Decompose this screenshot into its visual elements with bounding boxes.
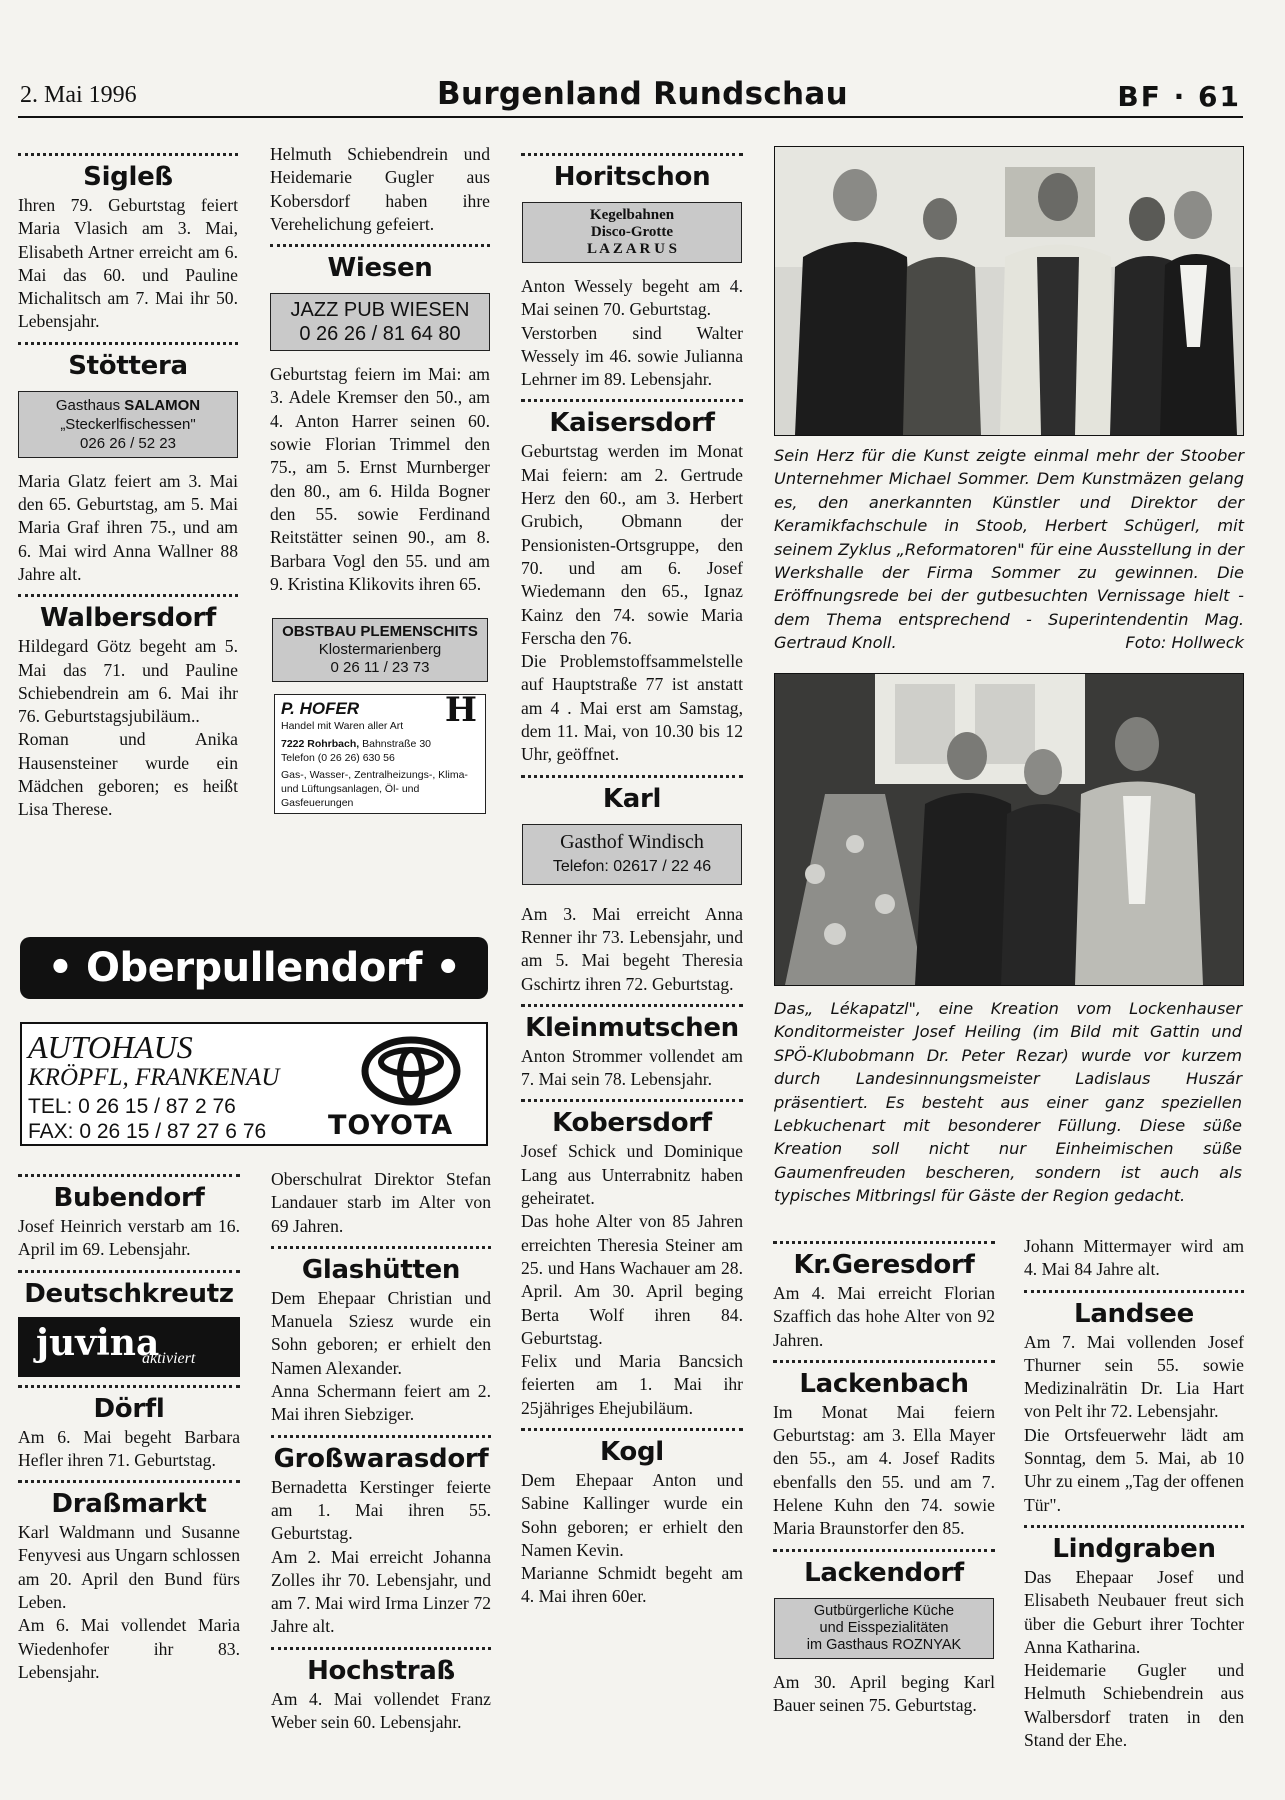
divider: [521, 399, 743, 402]
section-title-glashuetten: Glashütten: [301, 1254, 461, 1285]
column-1: [18, 145, 238, 822]
ad-autohaus-kroepfl: AUTOHAUS KRÖPFL, FRANKENAU TEL: 0 26 15 / 87 2 76 FAX: 0 26 15 / 87 27 6 76 TOYOTA: [20, 1022, 488, 1146]
column-3: [521, 145, 743, 1609]
section-title-wiesen: Wiesen: [327, 253, 433, 284]
section-title-krgeresdorf: Kr.Geresdorf: [793, 1250, 975, 1280]
divider: [521, 1004, 743, 1007]
photo-vernissage-image: [775, 147, 1243, 435]
divider: [521, 153, 743, 156]
ad-gasthof-windisch: Gasthof Windisch Telefon: 02617 / 22 46: [522, 824, 742, 885]
toyota-wordmark: TOYOTA: [328, 1110, 454, 1141]
section-title-bubendorf: Bubendorf: [53, 1183, 205, 1213]
article-bubendorf: Josef Heinrich verstarb am 16. April im 69. Lebensjahr.: [18, 1216, 240, 1260]
section-title-horitschon: Horitschon: [553, 162, 711, 192]
section-title-grosswarasdorf: Großwarasdorf: [273, 1443, 489, 1474]
ad-gasthaus-salamon: Gasthaus SALAMON „Steckerlfischessen" 026 26 / 52 23: [18, 391, 238, 458]
article-mittermayer: Johann Mittermayer wird am 4. Mai 84 Jahre alt.: [1024, 1236, 1244, 1280]
section-title-kogl: Kogl: [600, 1436, 664, 1467]
ad-kegelbahnen-lazarus: Kegelbahnen Disco-Grotte L A Z A R U S: [522, 202, 742, 263]
column-2: [270, 143, 490, 814]
divider: [18, 342, 238, 345]
article-kaisersdorf-1: Geburtstag werden im Monat Mai feiern: am 2. Gertrude Herz den 60., am 3. Herbert Grubich, Obmann der Pensionisten-Ortsgruppe, den 70. und am 6. Josef Wiedemann den 65., Ignaz Kainz den 74. sowie Maria Ferscha den 76.: [521, 441, 743, 648]
divider: [773, 1241, 995, 1244]
section-title-doerfl: Dörfl: [93, 1393, 165, 1424]
article-lindgraben-2: Heidemarie Gugler und Helmuth Schiebendrein aus Walbersdorf traten in den Stand der Ehe.: [1024, 1660, 1244, 1751]
article-horitschon-2: Verstorben sind Walter Wessely im 46. sowie Julianna Lehrner im 89. Lebensjahr.: [521, 322, 743, 390]
article-lackenbach: Im Monat Mai feiern Geburtstag: am 3. Ella Mayer den 55., am 4. Josef Radits ebenfalls den 55. und am 7. Helene Kuhn den 74. sowie Maria Braunstorfer den 85.: [773, 1401, 995, 1539]
article-kogl-2: Marianne Schmidt begeht am 4. Mai ihren 60er.: [521, 1563, 743, 1607]
column-5-bottom: [1024, 1235, 1244, 1752]
divider: [18, 153, 238, 156]
column-4-bottom: [773, 1233, 995, 1717]
divider: [18, 1385, 240, 1388]
hofer-logo-icon: H: [444, 690, 477, 731]
divider: [18, 1480, 240, 1483]
article-walbersdorf-1: Hildegard Götz begeht am 5. Mai das 71. und Pauline Schiebendrein am 6. Mai ihr 76. Geburtstagsjubiläum..: [18, 636, 238, 727]
article-landsee-1: Am 7. Mai vollenden Josef Thurner sein 55. sowie Medizinalrätin Dr. Lia Hart von Pelt ihr 72. Lebensjahr.: [1024, 1331, 1244, 1422]
header-rule: [18, 116, 1243, 118]
section-title-landsee: Landsee: [1074, 1298, 1194, 1329]
divider: [1024, 1525, 1244, 1528]
article-drassmarkt-1: Karl Waldmann und Susanne Fenyvesi aus Ungarn schlossen am 20. April den Bund fürs Leben.: [18, 1522, 240, 1613]
article-wiesen: Geburtstag feiern im Mai: am 3. Adele Kremser den 50., am 4. Anton Harrer seinen 60. sowie Florian Trimmel den 75., am 5. Ernst Murnberger den 80., am 6. Hilda Bogner den 55. sowie Ferdinand Reitstätter seinen 90., am 8. Barbara Vogl den 55. und am 9. Kristina Klikovits ihren 65.: [270, 364, 490, 594]
article-kobersdorf-3: Felix und Maria Bancsich feierten am 1. Mai ihr 25jähriges Ehejubiläum.: [521, 1351, 743, 1418]
article-landauer: Oberschulrat Direktor Stefan Landauer starb im Alter von 69 Jahren.: [271, 1169, 491, 1236]
newspaper-title: Burgenland Rundschau: [437, 76, 848, 112]
section-title-kleinmutschen: Kleinmutschen: [525, 1012, 739, 1043]
region-banner-oberpullendorf: • Oberpullendorf •: [20, 937, 488, 999]
column-2-bottom: [271, 1168, 491, 1734]
section-title-deutschkreutz: Deutschkreutz: [24, 1278, 234, 1309]
ad-juvina: juvina aktiviert: [18, 1317, 240, 1377]
section-title-hochstrass: Hochstraß: [307, 1655, 455, 1686]
photo-lekapatzl-image: [775, 674, 1243, 985]
caption-lekapatzl: Das„ Lékapatzl", eine Kreation vom Lockenhauser Konditormeister Josef Heiling (im Bild mit Gattin und SPÖ-Klubobmann Dr. Peter Rezar) wurde vor kurzem durch Landesinnungsmeister Ladislaus Huszár präsentiert. Es besteht aus einer ganz speziellen Lebkuchenart mit besonderer Füllung. Diese süße Kreation soll nicht nur Einheimischen süße Gaumenfreuden bescheren, sondern ist auch als typisches Mitbringsl für Gäste der Region gedacht.: [774, 999, 1242, 1206]
divider: [270, 244, 490, 247]
divider: [18, 594, 238, 597]
article-kaisersdorf-2: Die Problemstoffsammelstelle auf Hauptstraße 77 ist anstatt am 4 . Mai erst am Samstag, dem 11. Mai, von 10.30 bis 12 Uhr, geöffnet.: [521, 651, 743, 765]
section-title-walbersdorf: Walbersdorf: [39, 603, 217, 634]
article-karl: Am 3. Mai erreicht Anna Renner ihr 73. Lebensjahr, und am 5. Mai begeht Theresia Gschirtz ihren 72. Geburtstag.: [521, 903, 743, 994]
article-kobersdorf-2: Das hohe Alter von 85 Jahren erreichten Theresia Steiner am 25. und Hans Wachauer am 28. April. Am 30. April beging Berta Wolf ihren 84. Geburtstag.: [521, 1211, 743, 1348]
article-glashuetten-1: Dem Ehepaar Christian und Manuela Sziesz wurde ein Sohn geboren; er erhielt den Namen Alexander.: [271, 1287, 491, 1378]
ad-gasthaus-roznyak: Gutbürgerliche Küche und Eisspezialitäten im Gasthaus ROZNYAK: [774, 1598, 994, 1659]
divider: [271, 1435, 491, 1438]
section-title-karl: Karl: [602, 783, 662, 814]
column-1-bottom: [18, 1166, 240, 1684]
divider: [18, 1174, 240, 1177]
divider: [521, 775, 743, 778]
section-title-lackenbach: Lackenbach: [799, 1368, 969, 1399]
article-krgeresdorf: Am 4. Mai erreicht Florian Szaffich das hohe Alter von 92 Jahren.: [773, 1283, 995, 1350]
article-sigless: Ihren 79. Geburtstag feiert Maria Vlasich am 3. Mai, Elisabeth Artner erreicht am 6. Mai das 60. und Pauline Michalitsch am 7. Mai ihr 50. Lebensjahr.: [18, 195, 238, 332]
toyota-logo-icon: [360, 1036, 462, 1106]
divider: [271, 1246, 491, 1249]
caption-vernissage: Sein Herz für die Kunst zeigte einmal mehr der Stoober Unternehmer Michael Sommer. Dem Kunstmäzen gelang es, den anerkannten Künstler und Direktor der Keramikfachschule in Stoob, Herbert Schügerl, mit seinem Zyklus „Reformatoren" für eine Ausstellung in der Werkshalle der Firma Sommer zu gewinnen. Die Eröffnungsrede bei der gutbesuchten Vernissage hielt - dem Thema entsprechend - Superintendentin Mag. Gertraud Knoll. Foto: Hollweck: [774, 444, 1244, 655]
section-title-stoettera: Stöttera: [68, 350, 188, 381]
divider: [1024, 1290, 1244, 1293]
divider: [521, 1428, 743, 1431]
section-title-lackendorf: Lackendorf: [804, 1557, 964, 1588]
page-number: BF · 61: [1117, 80, 1241, 113]
section-title-sigless: Sigleß: [83, 162, 173, 192]
article-grosswarasdorf-1: Bernadetta Kerstinger feierte am 1. Mai ihren 55. Geburtstag.: [271, 1476, 491, 1544]
ad-obstbau-plemenschits: OBSTBAU PLEMENSCHITS Klostermarienberg 0 26 11 / 23 73: [272, 618, 488, 682]
article-walbersdorf-2: Roman und Anika Hausensteiner wurde ein Mädchen geboren; es heißt Lisa Therese.: [18, 729, 238, 820]
header-date: 2. Mai 1996: [20, 82, 137, 108]
divider: [18, 1270, 240, 1273]
divider: [521, 1099, 743, 1102]
article-kogl-1: Dem Ehepaar Anton und Sabine Kallinger wurde ein Sohn geboren; er erhielt den Namen Kevin.: [521, 1469, 743, 1560]
divider: [271, 1647, 491, 1650]
article-hochstrass: Am 4. Mai vollendet Franz Weber sein 60. Lebensjahr.: [271, 1688, 491, 1733]
photo-credit: Foto: Hollweck: [1125, 633, 1244, 653]
divider: [773, 1549, 995, 1552]
photo-vernissage: [774, 146, 1244, 436]
article-grosswarasdorf-2: Am 2. Mai erreicht Johanna Zolles ihr 70. Lebensjahr, und am 7. Mai wird Irma Linzer 72 Jahre alt.: [271, 1546, 491, 1637]
article-intro-kobersdorf: Helmuth Schiebendrein und Heidemarie Gugler aus Kobersdorf haben ihre Verehelichung gefeiert.: [270, 144, 490, 234]
photo-lekapatzl: [774, 673, 1244, 986]
article-glashuetten-2: Anna Schermann feiert am 2. Mai ihren Siebziger.: [271, 1381, 491, 1425]
article-lackendorf: Am 30. April beging Karl Bauer seinen 75. Geburtstag.: [773, 1671, 995, 1715]
article-stoettera: Maria Glatz feiert am 3. Mai den 65. Geburtstag, am 5. Mai Maria Graf ihren 75., und am 6. Mai wird Anna Wallner 88 Jahre alt.: [18, 470, 238, 584]
divider: [773, 1360, 995, 1363]
section-title-drassmarkt: Draßmarkt: [51, 1489, 207, 1520]
ad-p-hofer: P. HOFER Handel mit Waren aller Art H 7222 Rohrbach, Bahnstraße 30 Telefon (0 26 26) 630 56 Gas-, Wasser-, Zentralheizungs-, Klima- und Lüftungsanlagen, Öl- und Gasfeuerungen: [274, 694, 486, 814]
article-kleinmutschen: Anton Strommer vollendet am 7. Mai sein 78. Lebensjahr.: [521, 1045, 743, 1090]
ad-jazz-pub-wiesen: JAZZ PUB WIESEN 0 26 26 / 81 64 80: [270, 293, 490, 351]
section-title-kobersdorf: Kobersdorf: [552, 1108, 712, 1139]
section-title-kaisersdorf: Kaisersdorf: [549, 408, 715, 439]
article-landsee-2: Die Ortsfeuerwehr lädt am Sonntag, dem 5. Mai, ab 10 Uhr zu einem „Tag der offenen Tür".: [1024, 1424, 1244, 1515]
article-horitschon-1: Anton Wessely begeht am 4. Mai seinen 70. Geburtstag.: [521, 276, 743, 320]
article-doerfl: Am 6. Mai begeht Barbara Hefler ihren 71. Geburtstag.: [18, 1426, 240, 1470]
article-lindgraben-1: Das Ehepaar Josef und Elisabeth Neubauer freut sich über die Geburt ihrer Tochter Anna Katharina.: [1024, 1566, 1244, 1657]
section-title-lindgraben: Lindgraben: [1052, 1533, 1216, 1564]
article-kobersdorf-1: Josef Schick und Dominique Lang aus Unterrabnitz haben geheiratet.: [521, 1141, 743, 1209]
article-drassmarkt-2: Am 6. Mai vollendet Maria Wiedenhofer ihr 83. Lebensjahr.: [18, 1615, 240, 1682]
